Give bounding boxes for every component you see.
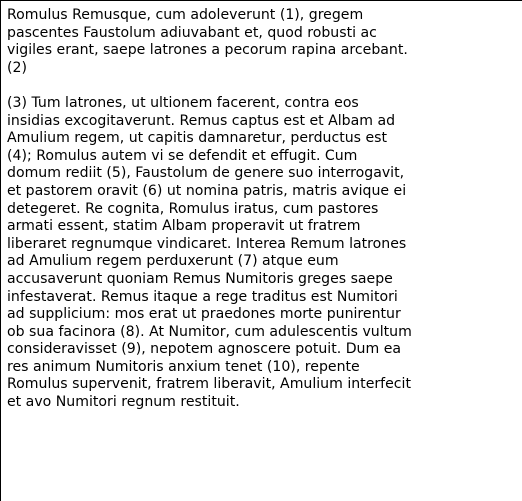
text-line: accusaverunt quoniam Remus Numitoris greges saepe — [7, 270, 393, 287]
text-line: infestaverat. Remus itaque a rege traditus est Numitori — [7, 288, 398, 305]
text-line: insidias excogitaverunt. Remus captus est et Albam ad — [7, 112, 396, 129]
paragraph-2 — [7, 95, 519, 412]
paragraph-1 — [7, 7, 519, 77]
text-line: (4); Romulus autem vi se defendit et effugit. Cum — [7, 147, 358, 164]
text-line: Romulus supervenit, fratrem liberavit, Amulium interfecit — [7, 376, 411, 393]
paragraph-spacer — [7, 77, 519, 95]
text-line: Romulus Remusque, cum adoleverunt (1), gregem — [7, 7, 364, 23]
text-line: ad supplicium: mos erat ut praedones morte punirentur — [7, 306, 401, 323]
text-line: ad Amulium regem perduxerunt (7) atque eum — [7, 253, 339, 270]
text-line: ob sua facinora (8). At Numitor, cum adulescentis vultum — [7, 323, 412, 340]
document-text — [7, 7, 519, 412]
text-line: et avo Numitori regnum restituit. — [7, 394, 240, 411]
text-line: domum rediit (5), Faustolum de genere suo interrogavit, — [7, 165, 405, 182]
text-line: vigiles erant, saepe latrones a pecorum rapina arcebant. — [7, 42, 408, 59]
text-line: (2) — [7, 59, 27, 76]
text-line: Amulium regem, ut capitis damnaretur, perductus est — [7, 130, 388, 147]
text-line: pascentes Faustolum adiuvabant et, quod robusti ac — [7, 24, 377, 41]
text-line: res animum Numitoris anxium tenet (10), repente — [7, 358, 360, 375]
text-line: consideravisset (9), nepotem agnoscere potuit. Dum ea — [7, 341, 401, 358]
text-line: detegeret. Re cognita, Romulus iratus, cum pastores — [7, 200, 379, 217]
text-line: armati essent, statim Albam properavit ut fratrem — [7, 218, 361, 235]
text-line: liberaret regnumque vindicaret. Interea Remum latrones — [7, 235, 407, 252]
text-line: (3) Tum latrones, ut ultionem facerent, contra eos — [7, 94, 359, 111]
text-line: et pastorem oravit (6) ut nomina patris, matris avique ei — [7, 182, 407, 199]
